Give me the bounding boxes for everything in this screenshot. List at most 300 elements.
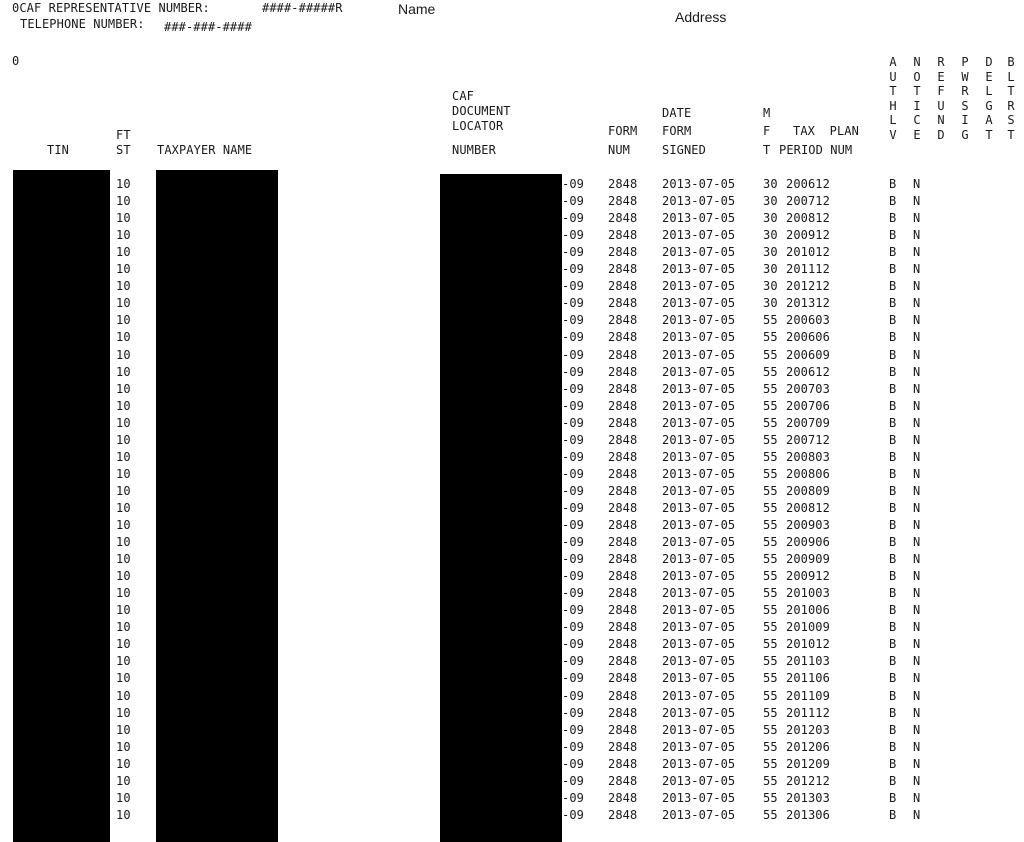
table-row [0,808,1024,825]
date-signed-cell: 2013-07-05 [662,500,736,515]
form-num-cell: 2848 [608,398,638,413]
form-num-cell: 2848 [608,637,638,652]
tax-period-cell: 200906 [786,535,830,550]
doc-locator-suffix-cell: -09 [562,330,584,345]
date-signed-cell: 2013-07-05 [662,296,736,311]
tax-period-cell: 200806 [786,466,830,481]
notice-cell: N [913,500,921,515]
ft-st-cell: 10 [116,279,131,294]
tax-period-cell: 200903 [786,518,830,532]
date-signed-cell: 2013-07-05 [662,620,736,635]
doc-locator-suffix-cell: -09 [562,313,584,328]
auth-level-cell: B [889,279,897,294]
col-header-mft-1: M [763,106,771,120]
doc-locator-suffix-cell: -09 [562,671,584,686]
table-row [0,586,1024,603]
date-signed-cell: 2013-07-05 [662,535,736,550]
tax-period-cell: 201209 [786,756,830,771]
table-row [0,348,1024,365]
notice-cell: N [913,569,921,584]
mft-cell: 55 [763,483,778,498]
notice-cell: N [913,432,921,447]
date-signed-cell: 2013-07-05 [662,569,736,584]
tax-period-cell: 200703 [786,381,830,396]
auth-level-cell: B [889,466,897,481]
doc-locator-suffix-cell: -09 [562,739,584,754]
mft-cell: 55 [763,620,778,635]
notice-cell: N [913,756,921,771]
col-header-form-1: FORM [608,124,638,138]
mft-cell: 55 [763,773,778,788]
ft-st-cell: 10 [116,177,131,191]
mft-cell: 55 [763,347,778,362]
auth-level-cell: B [889,500,897,515]
doc-locator-suffix-cell: -09 [562,415,584,430]
date-signed-cell: 2013-07-05 [662,807,736,822]
mft-cell: 30 [763,279,778,294]
col-header-notice: NOTICE [913,55,921,142]
mft-cell: 55 [763,722,778,737]
doc-locator-suffix-cell: -09 [562,518,584,532]
mft-cell: 55 [763,603,778,618]
auth-level-cell: B [889,722,897,737]
tax-period-cell: 200803 [786,449,830,464]
ft-st-cell: 10 [116,194,131,209]
auth-level-cell: B [889,381,897,396]
col-header-caf-4: NUMBER [452,143,496,157]
date-signed-cell: 2013-07-05 [662,654,736,669]
tax-period-cell: 200612 [786,177,830,191]
table-row [0,637,1024,654]
form-num-cell: 2848 [608,705,638,720]
form-num-cell: 2848 [608,688,638,703]
doc-locator-suffix-cell: -09 [562,466,584,481]
mft-cell: 30 [763,296,778,311]
date-signed-cell: 2013-07-05 [662,347,736,362]
form-num-cell: 2848 [608,807,638,822]
form-num-cell: 2848 [608,756,638,771]
auth-level-cell: B [889,705,897,720]
date-signed-cell: 2013-07-05 [662,790,736,805]
doc-locator-suffix-cell: -09 [562,177,584,191]
ft-st-cell: 10 [116,466,131,481]
ft-st-cell: 10 [116,535,131,550]
col-header-tin: TIN [47,143,69,157]
date-signed-cell: 2013-07-05 [662,398,736,413]
auth-level-cell: B [889,313,897,328]
table-row [0,552,1024,569]
auth-level-cell: B [889,518,897,532]
tax-period-cell: 200812 [786,500,830,515]
auth-level-cell: B [889,296,897,311]
notice-cell: N [913,688,921,703]
date-signed-cell: 2013-07-05 [662,518,736,532]
date-signed-cell: 2013-07-05 [662,739,736,754]
doc-locator-suffix-cell: -09 [562,790,584,805]
tax-period-cell: 200612 [786,364,830,379]
mft-cell: 55 [763,364,778,379]
form-num-cell: 2848 [608,245,638,260]
auth-level-cell: B [889,398,897,413]
doc-locator-suffix-cell: -09 [562,398,584,413]
table-row [0,757,1024,774]
ft-st-cell: 10 [116,415,131,430]
table-row [0,535,1024,552]
notice-cell: N [913,381,921,396]
form-num-cell: 2848 [608,500,638,515]
ft-st-cell: 10 [116,739,131,754]
auth-level-cell: B [889,688,897,703]
date-signed-cell: 2013-07-05 [662,637,736,652]
auth-level-cell: B [889,211,897,226]
mft-cell: 55 [763,739,778,754]
mft-cell: 30 [763,211,778,226]
col-header-caf-3: LOCATOR [452,119,504,133]
doc-locator-suffix-cell: -09 [562,756,584,771]
date-signed-cell: 2013-07-05 [662,245,736,260]
date-signed-cell: 2013-07-05 [662,381,736,396]
doc-locator-suffix-cell: -09 [562,364,584,379]
date-signed-cell: 2013-07-05 [662,603,736,618]
mft-cell: 55 [763,381,778,396]
zero-marker: 0 [12,54,20,68]
notice-cell: N [913,398,921,413]
ft-st-cell: 10 [116,654,131,669]
notice-cell: N [913,330,921,345]
form-num-cell: 2848 [608,330,638,345]
table-row [0,484,1024,501]
mft-cell: 55 [763,688,778,703]
date-signed-cell: 2013-07-05 [662,449,736,464]
mft-cell: 55 [763,552,778,567]
ft-st-cell: 10 [116,722,131,737]
notice-cell: N [913,552,921,567]
tax-period-cell: 201012 [786,637,830,652]
doc-locator-suffix-cell: -09 [562,535,584,550]
auth-level-cell: B [889,432,897,447]
tax-period-cell: 201012 [786,245,830,260]
notice-cell: N [913,211,921,226]
ft-st-cell: 10 [116,518,131,532]
ft-st-cell: 10 [116,432,131,447]
ft-st-cell: 10 [116,705,131,720]
form-num-cell: 2848 [608,381,638,396]
mft-cell: 55 [763,569,778,584]
date-signed-cell: 2013-07-05 [662,364,736,379]
doc-locator-suffix-cell: -09 [562,228,584,243]
auth-level-cell: B [889,364,897,379]
tax-period-cell: 201303 [786,790,830,805]
date-signed-cell: 2013-07-05 [662,330,736,345]
mft-cell: 30 [763,245,778,260]
date-signed-cell: 2013-07-05 [662,483,736,498]
col-header-tax-plan: TAX PLAN [793,124,859,138]
date-signed-cell: 2013-07-05 [662,211,736,226]
table-row [0,262,1024,279]
doc-locator-suffix-cell: -09 [562,262,584,277]
form-num-cell: 2848 [608,671,638,686]
table-row [0,194,1024,211]
doc-locator-suffix-cell: -09 [562,245,584,260]
col-header-ft-st-1: FT [116,128,131,142]
table-row [0,706,1024,723]
notice-cell: N [913,313,921,328]
form-num-cell: 2848 [608,432,638,447]
date-signed-cell: 2013-07-05 [662,705,736,720]
auth-level-cell: B [889,552,897,567]
notice-cell: N [913,245,921,260]
tax-period-cell: 200809 [786,483,830,498]
mft-cell: 30 [763,194,778,209]
ft-st-cell: 10 [116,364,131,379]
mft-cell: 55 [763,671,778,686]
tax-period-cell: 200812 [786,211,830,226]
form-num-cell: 2848 [608,790,638,805]
table-row [0,211,1024,228]
col-header-pwrsig: PWRSIG [961,55,969,142]
date-signed-cell: 2013-07-05 [662,688,736,703]
date-signed-cell: 2013-07-05 [662,466,736,481]
ft-st-cell: 10 [116,620,131,635]
mft-cell: 55 [763,313,778,328]
ft-st-cell: 10 [116,790,131,805]
ft-st-cell: 10 [116,586,131,601]
table-row [0,603,1024,620]
mft-cell: 30 [763,228,778,243]
doc-locator-suffix-cell: -09 [562,807,584,822]
form-num-cell: 2848 [608,620,638,635]
form-num-cell: 2848 [608,535,638,550]
auth-level-cell: B [889,483,897,498]
ft-st-cell: 10 [116,671,131,686]
mft-cell: 55 [763,705,778,720]
mft-cell: 55 [763,654,778,669]
tax-period-cell: 201112 [786,705,830,720]
tax-period-cell: 200709 [786,415,830,430]
date-signed-cell: 2013-07-05 [662,262,736,277]
form-num-cell: 2848 [608,279,638,294]
mft-cell: 55 [763,432,778,447]
form-num-cell: 2848 [608,262,638,277]
notice-cell: N [913,296,921,311]
col-header-date-1: DATE [662,106,692,120]
auth-level-cell: B [889,654,897,669]
mft-cell: 55 [763,398,778,413]
doc-locator-suffix-cell: -09 [562,449,584,464]
ft-st-cell: 10 [116,688,131,703]
telephone-label: TELEPHONE NUMBER: [20,17,145,31]
tax-period-cell: 201106 [786,671,830,686]
form-num-cell: 2848 [608,415,638,430]
notice-cell: N [913,722,921,737]
date-signed-cell: 2013-07-05 [662,586,736,601]
auth-level-cell: B [889,671,897,686]
notice-cell: N [913,773,921,788]
form-num-cell: 2848 [608,552,638,567]
ft-st-cell: 10 [116,245,131,260]
auth-level-cell: B [889,347,897,362]
notice-cell: N [913,790,921,805]
col-header-date-2: FORM [662,124,692,138]
auth-level-cell: B [889,756,897,771]
mft-cell: 55 [763,807,778,822]
date-signed-cell: 2013-07-05 [662,177,736,191]
doc-locator-suffix-cell: -09 [562,620,584,635]
notice-cell: N [913,739,921,754]
notice-cell: N [913,466,921,481]
table-row [0,416,1024,433]
notice-cell: N [913,535,921,550]
mft-cell: 55 [763,535,778,550]
notice-cell: N [913,620,921,635]
tax-period-cell: 201206 [786,739,830,754]
table-row [0,518,1024,535]
tax-period-cell: 200912 [786,228,830,243]
ft-st-cell: 10 [116,228,131,243]
notice-cell: N [913,347,921,362]
auth-level-cell: B [889,228,897,243]
ft-st-cell: 10 [116,347,131,362]
date-signed-cell: 2013-07-05 [662,279,736,294]
form-num-cell: 2848 [608,773,638,788]
auth-level-cell: B [889,194,897,209]
col-header-period-num: PERIOD NUM [779,143,853,157]
address-label: Address [675,9,727,25]
notice-cell: N [913,483,921,498]
tax-period-cell: 200712 [786,194,830,209]
table-row [0,740,1024,757]
table-row [0,723,1024,740]
auth-level-cell: B [889,603,897,618]
ft-st-cell: 10 [116,552,131,567]
col-header-refund: REFUND [937,55,945,142]
auth-level-cell: B [889,177,897,191]
doc-locator-suffix-cell: -09 [562,586,584,601]
notice-cell: N [913,364,921,379]
form-num-cell: 2848 [608,364,638,379]
form-num-cell: 2848 [608,466,638,481]
tax-period-cell: 200606 [786,330,830,345]
date-signed-cell: 2013-07-05 [662,552,736,567]
notice-cell: N [913,705,921,720]
tax-period-cell: 201109 [786,688,830,703]
mft-cell: 55 [763,586,778,601]
ft-st-cell: 10 [116,603,131,618]
auth-level-cell: B [889,773,897,788]
ft-st-cell: 10 [116,807,131,822]
doc-locator-suffix-cell: -09 [562,688,584,703]
auth-level-cell: B [889,637,897,652]
table-row [0,382,1024,399]
table-row [0,177,1024,194]
col-header-caf-2: DOCUMENT [452,104,511,118]
doc-locator-suffix-cell: -09 [562,347,584,362]
auth-level-cell: B [889,807,897,822]
col-header-form-2: NUM [608,143,630,157]
ft-st-cell: 10 [116,483,131,498]
ft-st-cell: 10 [116,262,131,277]
doc-locator-suffix-cell: -09 [562,296,584,311]
auth-level-cell: B [889,620,897,635]
date-signed-cell: 2013-07-05 [662,722,736,737]
form-num-cell: 2848 [608,347,638,362]
tax-period-cell: 201203 [786,722,830,737]
doc-locator-suffix-cell: -09 [562,211,584,226]
col-header-mft-2: F [763,124,771,138]
auth-level-cell: B [889,790,897,805]
col-header-date-3: SIGNED [662,143,706,157]
mft-cell: 30 [763,177,778,191]
table-row [0,296,1024,313]
doc-locator-suffix-cell: -09 [562,500,584,515]
tax-period-cell: 201312 [786,296,830,311]
auth-level-cell: B [889,449,897,464]
mft-cell: 55 [763,449,778,464]
notice-cell: N [913,415,921,430]
table-row [0,228,1024,245]
notice-cell: N [913,518,921,532]
table-row [0,365,1024,382]
ft-st-cell: 10 [116,313,131,328]
col-header-delgat: DELGAT [985,55,993,142]
table-row [0,450,1024,467]
notice-cell: N [913,586,921,601]
ft-st-cell: 10 [116,330,131,345]
table-row [0,501,1024,518]
form-num-cell: 2848 [608,739,638,754]
caf-rep-label: 0CAF REPRESENTATIVE NUMBER: [12,1,210,15]
auth-level-cell: B [889,415,897,430]
doc-locator-suffix-cell: -09 [562,637,584,652]
ft-st-cell: 10 [116,381,131,396]
table-row [0,245,1024,262]
auth-level-cell: B [889,739,897,754]
tax-period-cell: 200706 [786,398,830,413]
auth-level-cell: B [889,245,897,260]
mft-cell: 55 [763,330,778,345]
doc-locator-suffix-cell: -09 [562,705,584,720]
ft-st-cell: 10 [116,773,131,788]
notice-cell: N [913,194,921,209]
tax-period-cell: 201306 [786,807,830,822]
notice-cell: N [913,279,921,294]
col-header-caf-1: CAF [452,89,474,103]
form-num-cell: 2848 [608,518,638,532]
ft-st-cell: 10 [116,449,131,464]
doc-locator-suffix-cell: -09 [562,483,584,498]
form-num-cell: 2848 [608,603,638,618]
ft-st-cell: 10 [116,296,131,311]
form-num-cell: 2848 [608,228,638,243]
mft-cell: 55 [763,790,778,805]
doc-locator-suffix-cell: -09 [562,552,584,567]
table-row [0,569,1024,586]
table-row [0,671,1024,688]
form-num-cell: 2848 [608,449,638,464]
doc-locator-suffix-cell: -09 [562,722,584,737]
notice-cell: N [913,449,921,464]
col-header-ft-st-2: ST [116,143,131,157]
notice-cell: N [913,228,921,243]
telephone-number: ###-###-#### [164,20,252,34]
notice-cell: N [913,654,921,669]
notice-cell: N [913,807,921,822]
date-signed-cell: 2013-07-05 [662,432,736,447]
doc-locator-suffix-cell: -09 [562,432,584,447]
notice-cell: N [913,262,921,277]
date-signed-cell: 2013-07-05 [662,228,736,243]
mft-cell: 30 [763,262,778,277]
